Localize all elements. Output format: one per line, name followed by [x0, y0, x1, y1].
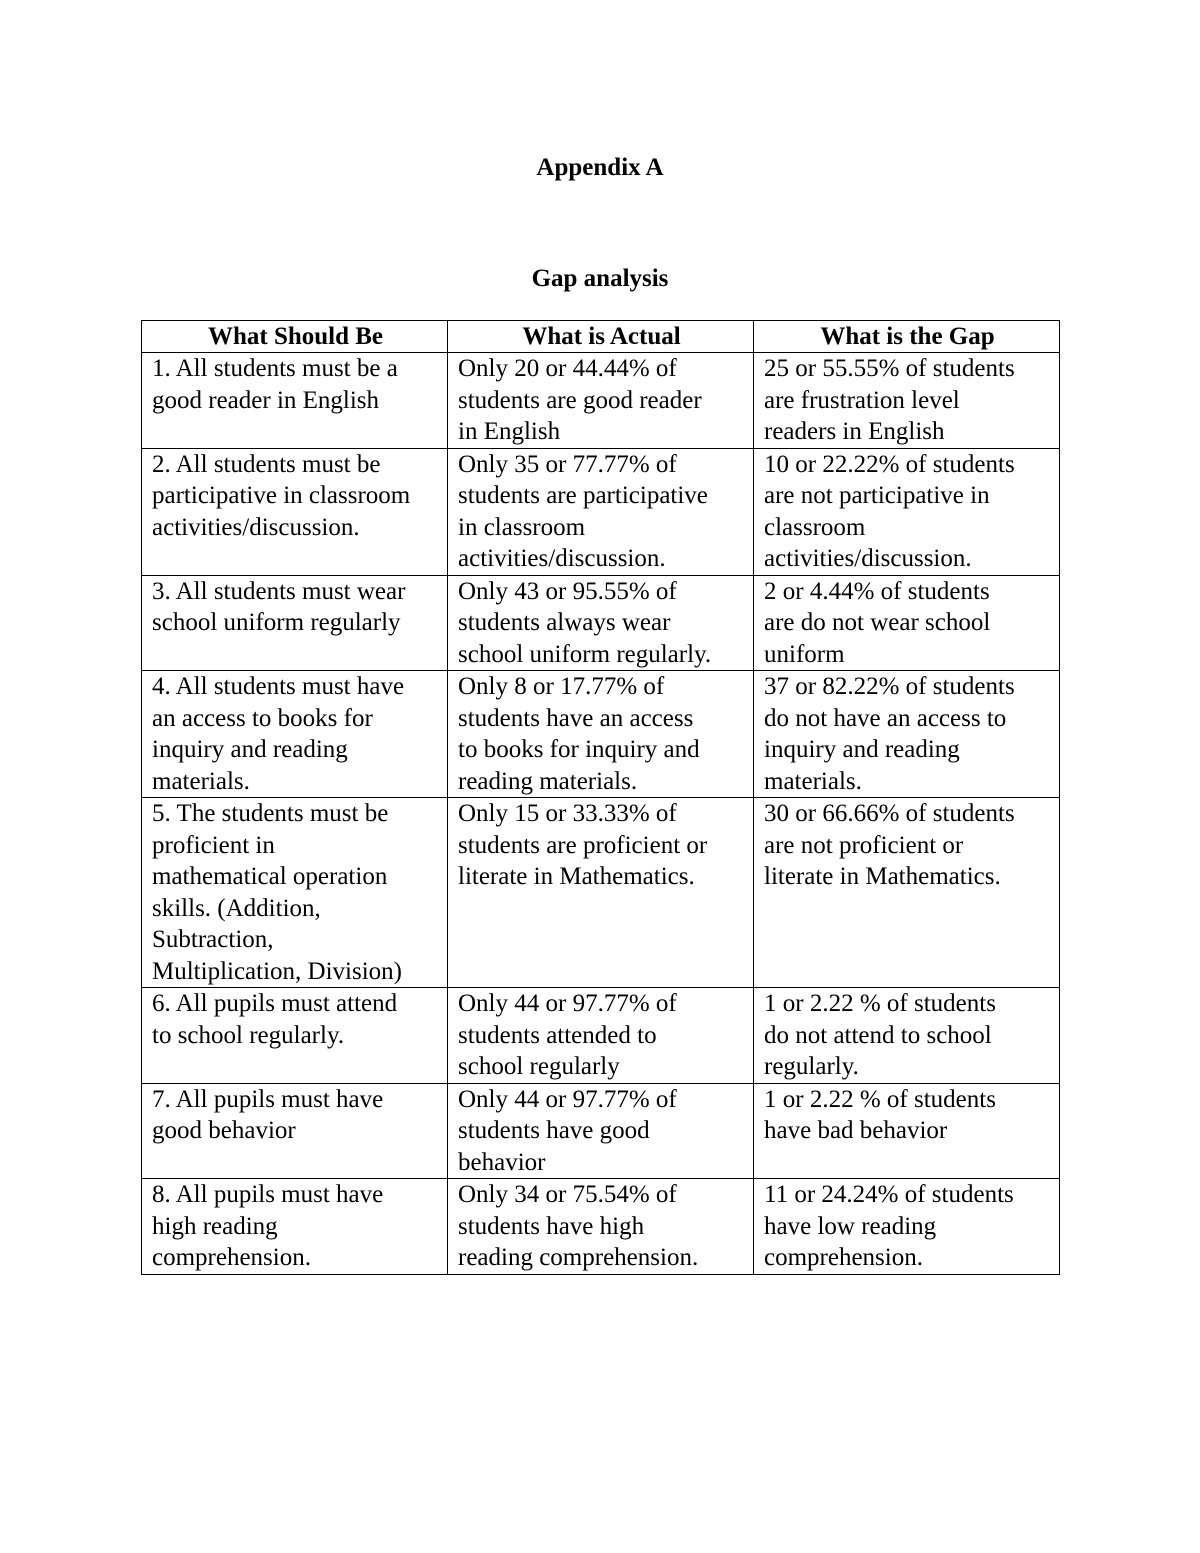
table-row	[142, 448, 1060, 575]
cell-actual: Only 34 or 75.54% of students have high reading comprehension.	[448, 1179, 754, 1275]
cell-actual: Only 43 or 95.55% of students always wear school uniform regularly.	[448, 575, 754, 671]
cell-actual: Only 8 or 17.77% of students have an access to books for inquiry and reading materials.	[448, 671, 754, 798]
cell-should-be: 8. All pupils must have high reading comprehension.	[142, 1179, 448, 1275]
cell-gap: 37 or 82.22% of students do not have an access to inquiry and reading materials.	[754, 671, 1060, 798]
cell-actual: Only 20 or 44.44% of students are good reader in English	[448, 353, 754, 449]
table-row	[142, 1179, 1060, 1275]
cell-actual: Only 35 or 77.77% of students are participative in classroom activities/discussion.	[448, 448, 754, 575]
table-row	[142, 1083, 1060, 1179]
cell-gap: 25 or 55.55% of students are frustration level readers in English	[754, 353, 1060, 449]
cell-should-be: 7. All pupils must have good behavior	[142, 1083, 448, 1179]
cell-gap: 1 or 2.22 % of students have bad behavior	[754, 1083, 1060, 1179]
cell-should-be: 4. All students must have an access to books for inquiry and reading materials.	[142, 671, 448, 798]
table-row	[142, 798, 1060, 988]
appendix-title: Appendix A	[536, 154, 664, 181]
gap-analysis-table	[141, 320, 1060, 1275]
table-row	[142, 671, 1060, 798]
cell-should-be: 2. All students must be participative in classroom activities/discussion.	[142, 448, 448, 575]
cell-actual: Only 44 or 97.77% of students have good behavior	[448, 1083, 754, 1179]
table-header-row	[142, 321, 1060, 353]
header-what-is-actual: What is Actual	[448, 321, 754, 353]
cell-should-be: 6. All pupils must attend to school regularly.	[142, 988, 448, 1084]
cell-actual: Only 44 or 97.77% of students attended to school regularly	[448, 988, 754, 1084]
cell-gap: 11 or 24.24% of students have low reading comprehension.	[754, 1179, 1060, 1275]
cell-gap: 1 or 2.22 % of students do not attend to school regularly.	[754, 988, 1060, 1084]
table-row	[142, 575, 1060, 671]
cell-should-be: 3. All students must wear school uniform regularly	[142, 575, 448, 671]
table-title: Gap analysis	[531, 265, 669, 292]
header-what-should-be: What Should Be	[142, 321, 448, 353]
cell-gap: 30 or 66.66% of students are not proficient or literate in Mathematics.	[754, 798, 1060, 988]
cell-should-be: 5. The students must be proficient in mathematical operation skills. (Addition, Subtraction, Multiplication, Division)	[142, 798, 448, 988]
table-row	[142, 988, 1060, 1084]
table-row	[142, 353, 1060, 449]
cell-gap: 2 or 4.44% of students are do not wear school uniform	[754, 575, 1060, 671]
header-what-is-the-gap: What is the Gap	[754, 321, 1060, 353]
cell-should-be: 1. All students must be a good reader in English	[142, 353, 448, 449]
cell-actual: Only 15 or 33.33% of students are proficient or literate in Mathematics.	[448, 798, 754, 988]
cell-gap: 10 or 22.22% of students are not participative in classroom activities/discussion.	[754, 448, 1060, 575]
